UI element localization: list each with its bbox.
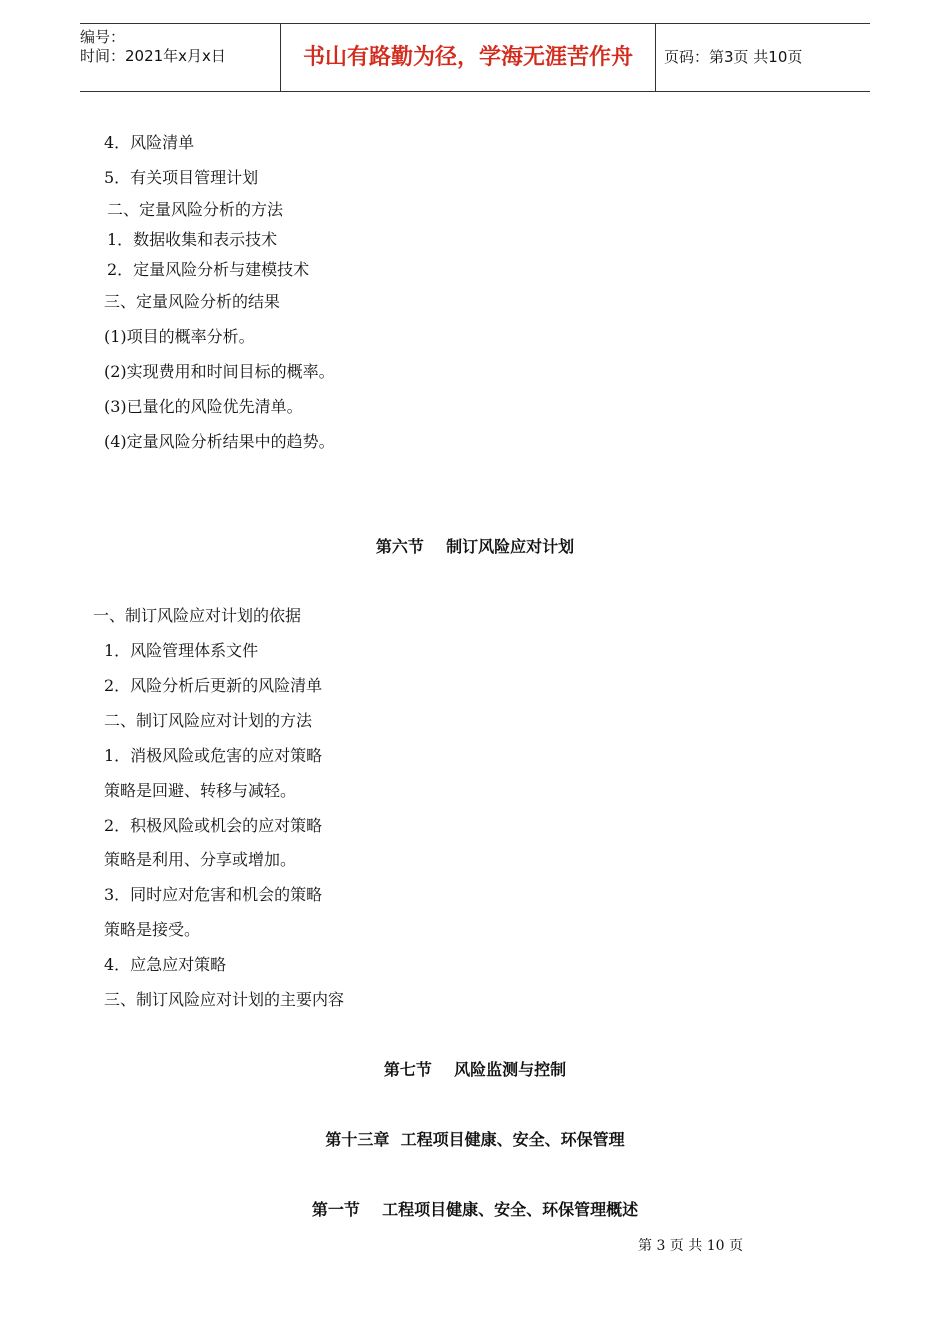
time-label: 时间：2021年x月x日	[80, 47, 226, 65]
body-line: (4)定量风险分析结果中的趋势。	[104, 432, 335, 451]
body-line: 4．应急应对策略	[104, 955, 227, 974]
body-line: 3．同时应对危害和机会的策略	[104, 885, 323, 904]
chapter-heading: 第十三章 工程项目健康、安全、环保管理	[325, 1130, 625, 1149]
body-line: 1．风险管理体系文件	[104, 641, 259, 660]
body-line: 4．风险清单	[104, 133, 195, 152]
body-line: 策略是接受。	[104, 920, 201, 939]
body-line: 1．数据收集和表示技术	[107, 230, 278, 249]
body-line: (2)实现费用和时间目标的概率。	[104, 362, 335, 381]
body-line: 策略是回避、转移与减轻。	[104, 781, 297, 800]
page-footer: 第 3 页 共 10 页	[638, 1238, 743, 1254]
body-line: 2．定量风险分析与建模技术	[107, 260, 310, 279]
body-line: (1)项目的概率分析。	[104, 327, 255, 346]
section-heading: 第一节 工程项目健康、安全、环保管理概述	[311, 1200, 639, 1219]
body-line: (3)已量化的风险优先清单。	[104, 397, 303, 416]
body-line: 二、定量风险分析的方法	[107, 200, 284, 219]
section-heading: 第七节 风险监测与控制	[383, 1060, 567, 1079]
motto: 书山有路勤为径，学海无涯苦作舟	[280, 24, 656, 91]
header-left-cell	[80, 24, 280, 91]
body-line: 三、制订风险应对计划的主要内容	[104, 990, 345, 1009]
number-label: 编号：	[80, 28, 126, 46]
body-line: 一、制订风险应对计划的依据	[93, 606, 302, 625]
body-line: 2．积极风险或机会的应对策略	[104, 816, 323, 835]
body-line: 5．有关项目管理计划	[104, 168, 259, 187]
body-line: 策略是利用、分享或增加。	[104, 850, 297, 869]
header-page-info: 页码：第3页 共10页	[664, 48, 803, 66]
body-line: 2．风险分析后更新的风险清单	[104, 676, 323, 695]
section-heading: 第六节 制订风险应对计划	[375, 537, 575, 556]
body-line: 1．消极风险或危害的应对策略	[104, 746, 323, 765]
body-line: 二、制订风险应对计划的方法	[104, 711, 313, 730]
body-line: 三、定量风险分析的结果	[104, 292, 281, 311]
page-header	[80, 23, 870, 92]
